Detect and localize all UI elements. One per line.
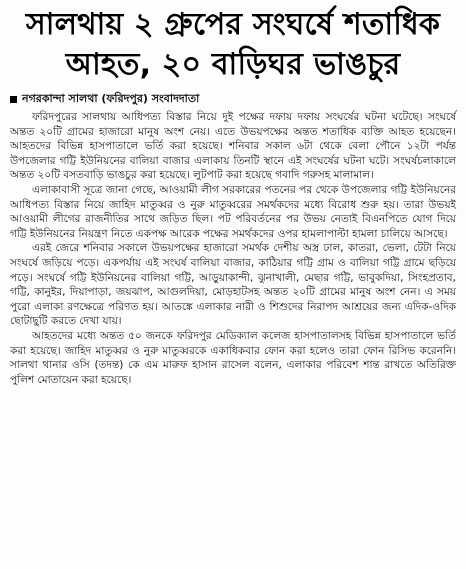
headline-line-2: আহত, ২০ বাড়িঘর ভাঙচুর [65, 47, 401, 82]
paragraph-3: এরই জেরে শনিবার সকালে উভয়পক্ষের হাজারো সমর্থক দেশীয় অস্ত্র ঢাল, কাতরা, ভেলা, টেটা নিয়ে সংঘর্ষে জড়িয়ে পড়ে। একপর্যায় এই সংঘর্ষ বালিয়া বাজার, কাঠিয়ার গট্টি গ্রাম ও বালিয়া গট্টি গ্রামে ছড়িয়ে পড়ে। সংঘর্ষে গট্টি ইউনিয়নের বালিয়া গট্টি, আড়ুয়াকান্দী, ঝুনাখালী, মেছার গট্টি, ভাবুকদিয়া, সিংহপ্রতাব, গট্টি, কানুইর, দিয়াপাড়া, জয়ঝাপ, আগুলদিয়া, মোড়হাটসহ অন্তত ২০টি গ্রামের মানুষ অংশ নেন। এ সময় পুরো এলাকা রণক্ষেত্রে পরিণত হয়। আতঙ্কে এলাকার নারী ও শিশুদের নিরাপদ আশ্রয়ের জন্য এদিক-ওদিক ছোটাছুটি করতে দেখা যায়। [10, 242, 456, 328]
headline-line-1: সালথায় ২ গ্রুপের সংঘর্ষে শতাধিক [25, 7, 441, 42]
byline [10, 92, 456, 106]
paragraph-4: আহতদের মধ্যে অন্তত ৫০ জনকে ফরিদপুর মেডিক্যাল কলেজ হাসপাতালসহ বিভিন্ন হাসপাতালে ভর্তি করা হয়েছে। জাহিদ মাতুব্বর ও নুরু মাতুব্বরকে একাধিকবার ফোন করা হলেও তারা ফোন রিসিভ করেননি। সালথা থানার ওসি (তদন্ত) কে এম মারুফ হাসান রাসেল বলেন, এলাকার পরিবেশ শান্ত রাখতে অতিরিক্ত পুলিশ মোতায়েন করা হয়েছে। [10, 329, 456, 386]
square-bullet-icon [10, 96, 17, 103]
article-body [10, 110, 456, 387]
byline-text: নগরকান্দা সালথা (ফরিদপুর) সংবাদদাতা [22, 92, 200, 105]
paragraph-1: ফরিদপুরের সালথায় আধিপত্য বিস্তার নিয়ে দুই পক্ষের দফায় দফায় সংঘর্ষের ঘটনা ঘটেছে। সংঘর্ষে অন্তত ২০টি গ্রামের হাজারো মানুষ অংশ নেয়। এতে উভয়পক্ষের অন্তত শতাধিক ব্যক্তি আহত হয়েছেন। আহতদের বিভিন্ন হাসপাতালে ভর্তি করা হয়েছে। শনিবার সকাল ৬টা থেকে বেলা পৌনে ১২টা পর্যন্ত উপজেলার গট্টি ইউনিয়নের বালিয়া বাজার এলাকায় তিনটি স্থানে এই সংঘর্ষের ঘটনা ঘটে। সংঘর্ষচলাকালে অন্তত ২০টি বসতবাড়ি ভাঙচুর করা হয়েছে। লুটপাট করা হয়েছে গবাদি গরুসহ মালামাল। [10, 111, 456, 182]
paragraph-2: এলাকাবাসী সূত্রে জানা গেছে, আওয়ামী লীগ সরকারের পতনের পর থেকে উপজেলার গট্টি ইউনিয়নের আধিপত্য বিস্তার নিয়ে জাহিদ মাতুব্বর ও নুরু মাতুব্বরের সমর্থকদের মধ্যে বিরোধ শুরু হয়। তারা উভয়ই আওয়ামী লীগের রাজনীতির সাথে জড়িত ছিল। পট পরিবর্তনের পর উভয় নেতাই বিএনপিতে যোগ দিয়ে গট্টি ইউনিয়নের নিয়ন্ত্রণ নিতে একপক্ষ আরেক পক্ষের সমর্থকদের ওপর হামলাপাল্টা হামলা চালিয়ে আসছে। [10, 183, 456, 240]
